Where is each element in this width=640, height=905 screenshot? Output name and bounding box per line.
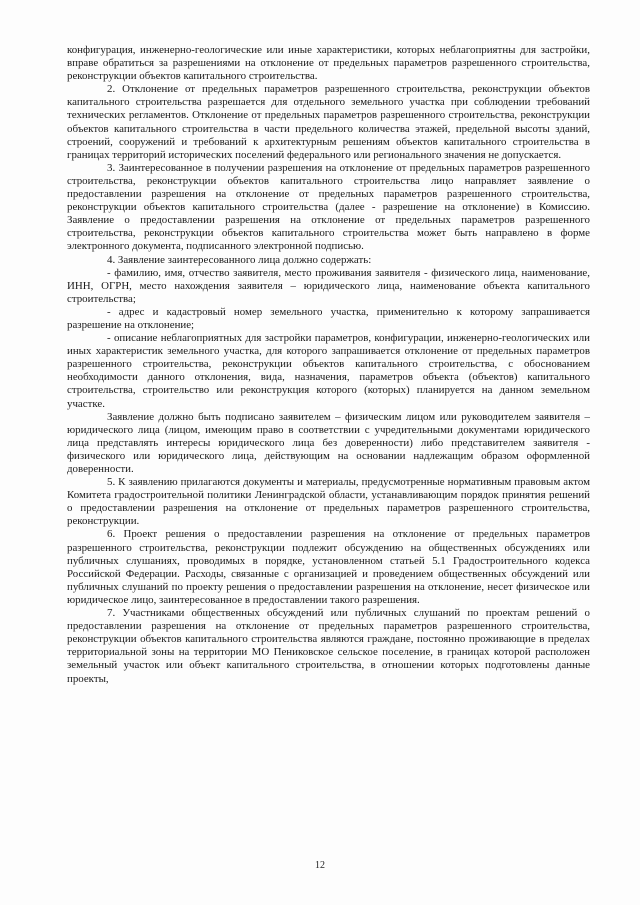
paragraph-4: 4. Заявление заинтересованного лица должно содержать:: [107, 253, 372, 266]
paragraph-3: 3. Заинтересованное в получении разрешения на отклонение от предельных параметров разрешенного строительства, реконструкции объектов капитального строительства лицо направляет заявление о предоставлении разрешения на отклонение от предельных параметров разрешенного строительства, реконструкции объектов капитального строительства (далее - разрешение на отклонение) в Комиссию. Заявление о предоставлении разрешения на отклонение от предельных параметров разрешенного строительства, реконструкции объектов капитального строительства может быть направлено в форме электронного документа, подписанного электронной подписью.: [67, 161, 590, 253]
body-text: [67, 44, 590, 686]
paragraph-5: - фамилию, имя, отчество заявителя, место проживания заявителя - физического лица, наименование, ИНН, ОГРН, место нахождения заявителя – юридического лица, наименование объекта капитального строительства;: [67, 266, 590, 305]
paragraph-1: конфигурация, инженерно-геологические или иные характеристики, которых неблагоприятны для застройки, вправе обратиться за разрешениями на отклонение от предельных параметров разрешенного строительства, реконструкции объектов капитального строительства.: [67, 44, 590, 83]
paragraph-10: 6. Проект решения о предоставлении разрешения на отклонение от предельных параметров разрешенного строительства, реконструкции подлежит обсуждению на общественных обсуждениях или публичных слушаниях, проводимых в порядке, установленном статьей 5.1 Градостроительного кодекса Российской Федерации. Расходы, связанные с организацией и проведением общественных обсуждений или публичных слушаний по проекту решения о предоставлении разрешения на отклонение, несет физическое или юридическое лицо, заинтересованное в предоставлении такого разрешения.: [67, 528, 590, 606]
paragraph-11: 7. Участниками общественных обсуждений или публичных слушаний по проектам решений о предоставлении разрешения на отклонение от предельных параметров разрешенного строительства, реконструкции объектов капитального строительства являются граждане, постоянно проживающие в пределах территориальной зоны на территории МО Пениковское сельское поселение, в границах которой расположен земельный участок или объект капитального строительства, в отношении которых подготовлены данные проекты,: [67, 607, 590, 685]
paragraph-2: 2. Отклонение от предельных параметров разрешенного строительства, реконструкции объектов капитального строительства разрешается для отдельного земельного участка при соблюдении требований технических регламентов. Отклонение от предельных параметров разрешенного строительства, реконструкции объектов капитального строительства в части предельного количества этажей, предельной высоты зданий, строений, сооружений и требований к архитектурным решениям объектов капитального строительства в границах территорий исторических поселений федерального или регионального значения не допускается.: [67, 83, 590, 161]
page-number: 12: [315, 860, 325, 871]
paragraph-8: Заявление должно быть подписано заявителем – физическим лицом или руководителем заявителя – юридического лица (лицом, имеющим право в соответствии с учредительными документами юридического лица представлять интересы юридического лица без доверенности) либо представителем заявителя - физического или юридического лица, действующим на основании надлежащим образом оформленной доверенности.: [67, 410, 590, 475]
paragraph-7: - описание неблагоприятных для застройки параметров, конфигурации, инженерно-геологических или иных характеристик земельного участка, для которого запрашивается отклонение от предельных параметров разрешенного строительства, реконструкции объектов капитального строительства, с обоснованием необходимости данного отклонения, вида, назначения, параметров объекта (объектов) капитального строительства, строительство или реконструкция которого (которых) планируется на данном земельном участке.: [67, 332, 590, 410]
paragraph-6: - адрес и кадастровый номер земельного участка, применительно к которому запрашивается разрешение на отклонение;: [67, 305, 590, 331]
paragraph-9: 5. К заявлению прилагаются документы и материалы, предусмотренные нормативным правовым актом Комитета градостроительной политики Ленинградской области, устанавливающим порядок принятия решений о предоставлении разрешения на отклонение от предельных параметров разрешенного строительства, реконструкции.: [67, 476, 590, 528]
